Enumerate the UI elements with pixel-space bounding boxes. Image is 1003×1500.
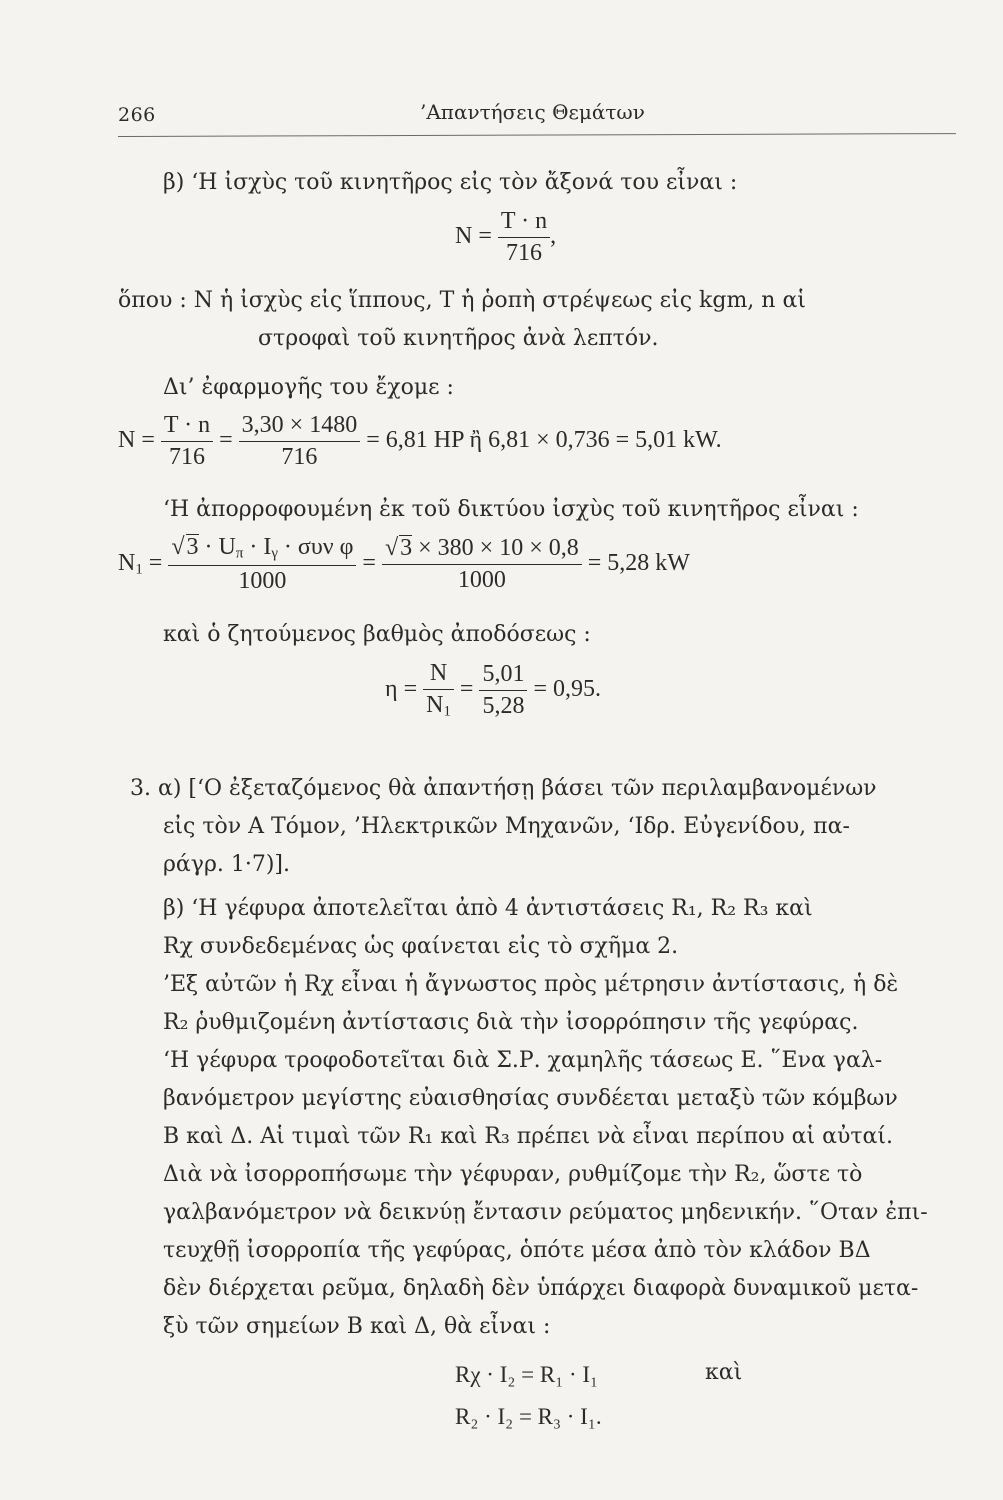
page-number: 266: [118, 104, 156, 126]
eq4-lhs: η: [385, 675, 398, 702]
eq1-comma: ,: [550, 223, 557, 250]
eq3-lhs-sub: 1: [135, 561, 143, 578]
eq3-lhs: N: [118, 549, 136, 576]
eq3-fraction-2: $\frac{√3 \times 380 \times 10 \times 0,8}{1000}$: [382, 535, 582, 594]
where-line-2: στροφαὶ τοῦ κινητῆρος ἀνὰ λεπτόν.: [258, 326, 659, 351]
eq3-fraction-1: $\frac{√3 \cdot U_\pi \cdot I_\gamma \cdot \sigma\upsilon\nu \varphi}{1000}$: [168, 534, 356, 595]
eq4-num-2: 5,01: [479, 661, 527, 691]
power-intro: β) ‘Η ἰσχὺς τοῦ κινητῆρος εἰς τὸν ἄξονά του εἶναι :: [163, 170, 738, 195]
s3-b-line-4: R₂ ῥυθμιζομένη ἀντίστασις διὰ τὴν ἰσορρόπησιν τῆς γεφύρας.: [163, 1010, 859, 1035]
s3-b-line-11: δὲν διέρχεται ρεῦμα, δηλαδὴ δὲν ὑπάρχει διαφορὰ δυναμικοῦ μετα-: [163, 1276, 919, 1301]
eq4-num-1: N: [423, 660, 454, 690]
s3-b-line-5: ‘Η γέφυρα τροφοδοτεῖται διὰ Σ.Ρ. χαμηλῆς τάσεως E. ῞Ενα γαλ-: [163, 1048, 883, 1073]
eq1-lhs: N: [455, 223, 473, 250]
eq1-fraction: [498, 208, 550, 267]
apply-line: Δι’ ἐφαρμογῆς του ἔχομε :: [163, 375, 454, 400]
equation-absorbed-power: $N_1$ = $\frac{√3 \cdot U_\pi \cdot I_\gamma \cdot \sigma\upsilon\nu \varphi}{1000}$ = $\frac{√3 \times 380 \times 10 \times 0,8}{1000}$ = 5,28 kW: [118, 534, 690, 594]
s3-b-line-3: ’Εξ αὐτῶν ἡ Rχ εἶναι ἡ ἄγνωστος πρὸς μέτρησιν ἀντίστασις, ἡ δὲ: [163, 972, 899, 997]
bridge-equation-conjunction: καὶ: [705, 1360, 743, 1385]
efficiency-line: καὶ ὁ ζητούμενος βαθμὸς ἀποδόσεως :: [163, 622, 591, 647]
s3-b-line-2: Rχ συνδεδεμένας ὡς φαίνεται εἰς τὸ σχῆμα 2.: [163, 934, 679, 959]
eq2-num-2: 3,30 × 1480: [239, 412, 361, 442]
eq3-num1-a: · U: [204, 534, 236, 560]
eq3-den-1: 1000: [238, 567, 287, 594]
equation-efficiency: η = $\frac{N}{N_1}$ = $\frac{5,01}{5,28}$ = 0,95.: [385, 660, 601, 720]
bridge-equation-1: Rχ · I₂ = R₁ · I₁: [455, 1362, 599, 1387]
eq1-numerator: T · n: [498, 208, 550, 238]
where-line-1: ὅπου : N ἡ ἰσχὺς εἰς ἵππους, T ἡ ῥοπὴ στρέψεως εἰς kgm, n αἱ: [118, 288, 806, 313]
eq3-num2: × 380 × 10 × 0,8: [418, 534, 579, 561]
eq4-fraction-1: [423, 660, 454, 721]
eq4-den-1: N: [426, 692, 444, 718]
eq2-lhs: N: [118, 427, 136, 454]
eq3-num1-c: · συν φ: [283, 534, 354, 560]
eq2-den-2: 716: [281, 444, 318, 470]
eq1-denominator: 716: [506, 240, 542, 266]
s3-b-line-6: βανόμετρον μεγίστης εὐαισθησίας συνδέεται μεταξὺ τῶν κόμβων: [163, 1086, 898, 1111]
eq2-fraction-2: [239, 412, 361, 471]
eq2-num-1: T · n: [161, 412, 213, 442]
s3-a-line-1: 3. α) [‘Ο ἐξεταζόμενος θὰ ἀπαντήσῃ βάσει τῶν περιλαμβανομένων: [130, 776, 877, 801]
equation-power-calc: N = $\frac{T \cdot n}{716}$ = $\frac{3,30 \times 1480}{716}$ = 6,81 HP ἢ 6,81 × 0,736 = 5,01 kW.: [118, 412, 722, 470]
s3-a-line-2: εἰς τὸν Α Τόμον, ’Ηλεκτρικῶν Μηχανῶν, ‘Ιδρ. Εὐγενίδου, πα-: [163, 814, 850, 839]
s3-b-line-7: B καὶ Δ. Αἱ τιμαὶ τῶν R₁ καὶ R₃ πρέπει νὰ εἶναι περίπου αἱ αὐταί.: [163, 1124, 893, 1149]
eq2-fraction-1: [161, 412, 213, 471]
equation-power-formula: N = $\frac{T \cdot n}{716}$ ,: [455, 208, 557, 266]
eq3-root-2: 3: [400, 534, 413, 561]
eq3-num1-sub1: π: [235, 545, 244, 562]
eq3-num1-sub2: γ: [271, 545, 278, 562]
eq2-den-1: 716: [169, 444, 205, 470]
eq4-den-2: 5,28: [482, 692, 525, 719]
running-title: ’Απαντήσεις Θεμάτων: [420, 100, 645, 124]
eq4-den-1-sub: 1: [443, 703, 451, 720]
s3-b-line-1: β) ‘Η γέφυρα ἀποτελεῖται ἀπὸ 4 ἀντιστάσεις R₁, R₂ R₃ καὶ: [163, 896, 813, 921]
bridge-equation-2: R₂ · I₂ = R₃ · I₁.: [455, 1404, 602, 1429]
s3-a-line-3: ράγρ. 1·7)].: [163, 852, 291, 877]
eq3-root-1: 3: [186, 534, 199, 560]
eq4-result: 0,95.: [552, 675, 601, 702]
absorbed-line: ‘Η ἀπορροφουμένη ἐκ τοῦ δικτύου ἰσχὺς τοῦ κινητῆρος εἶναι :: [163, 497, 859, 522]
s3-b-line-8: Διὰ νὰ ἰσορροπήσωμε τὴν γέφυραν, ρυθμίζομε τὴν R₂, ὥστε τὸ: [163, 1162, 863, 1187]
eq3-result: 5,28 kW: [607, 549, 690, 576]
eq4-fraction-2: [479, 661, 527, 720]
s3-b-line-12: ξὺ τῶν σημείων B καὶ Δ, θὰ εἶναι :: [163, 1314, 551, 1339]
eq2-result: 6,81 HP ἢ 6,81 × 0,736 = 5,01 kW.: [385, 427, 722, 454]
eq3-num1-b: · I: [249, 534, 272, 560]
page-header: [118, 100, 958, 134]
s3-b-line-9: γαλβανόμετρον νὰ δεικνύῃ ἔντασιν ρεύματος μηδενικήν. ῞Οταν ἐπι-: [163, 1200, 928, 1225]
eq3-den-2: 1000: [457, 566, 506, 593]
s3-b-line-10: τευχθῇ ἰσορροπία τῆς γεφύρας, ὁπότε μέσα ἀπὸ τὸν κλάδον BΔ: [163, 1238, 871, 1263]
